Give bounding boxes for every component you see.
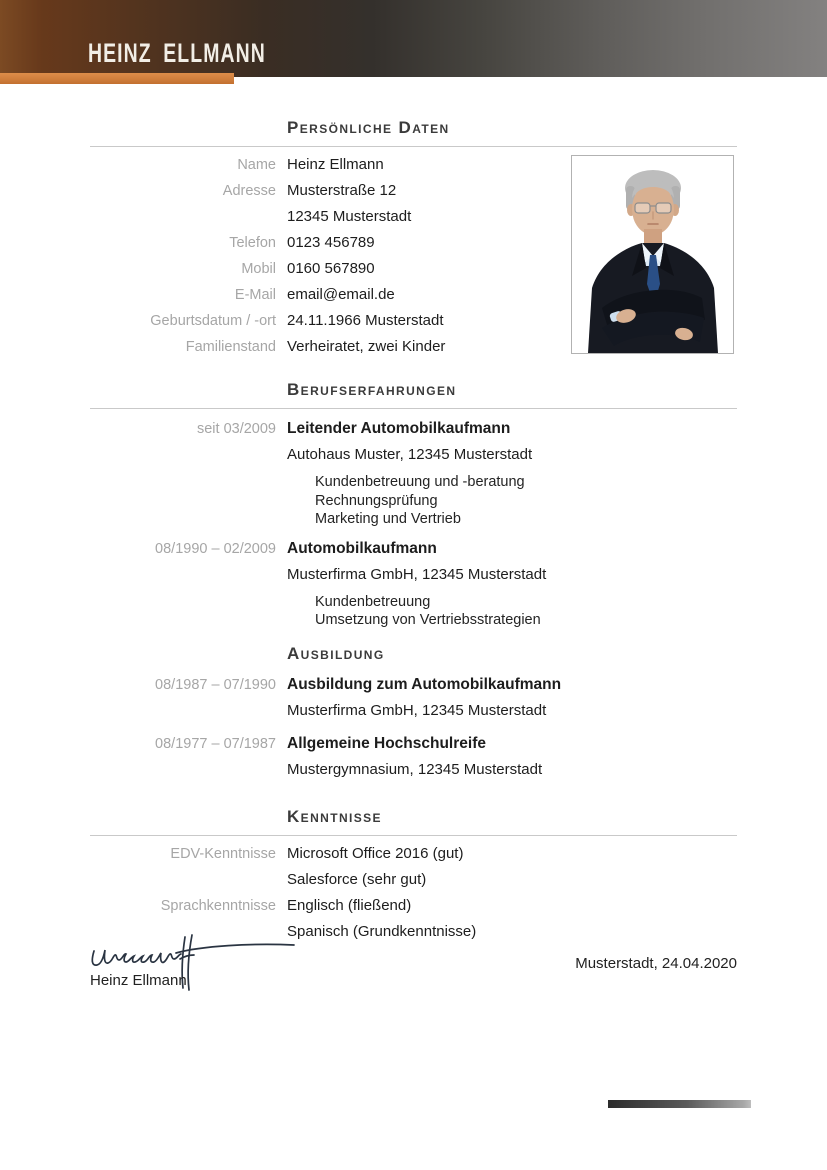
- footer-accent-bar: [608, 1100, 751, 1108]
- divider: [90, 408, 737, 409]
- experience-entry: [90, 416, 737, 529]
- divider: [90, 835, 737, 836]
- entry-title: Leitender Automobilkaufmann: [287, 420, 511, 437]
- entry-period: 08/1977 – 07/1987: [155, 735, 276, 752]
- field-value: Verheiratet, zwei Kinder: [287, 338, 446, 355]
- entry-org-row: [90, 698, 737, 724]
- skill-item: Salesforce (sehr gut): [287, 870, 427, 888]
- applicant-photo: [571, 155, 734, 354]
- portrait-illustration: [572, 156, 733, 353]
- field-label: Mobil: [241, 261, 276, 277]
- skill-item: Microsoft Office 2016 (gut): [287, 844, 464, 862]
- empty-label: [90, 698, 276, 724]
- skill-row: [90, 867, 737, 893]
- entry-title: Automobilkaufmann: [287, 539, 437, 557]
- bullet-line: Rechnungsprüfung: [315, 492, 438, 509]
- bullet-line: Kundenbetreuung: [315, 593, 431, 610]
- field-label: Familienstand: [185, 339, 276, 355]
- experience-entry: [90, 536, 737, 630]
- field-label: Geburtsdatum / -ort: [150, 313, 276, 329]
- accent-strip: [0, 73, 234, 84]
- field-label: E-Mail: [234, 287, 276, 303]
- entry-org-row: [90, 442, 737, 468]
- field-value: 0123 456789: [287, 234, 375, 251]
- bullet-line: Kundenbetreuung und -beratung: [315, 474, 525, 490]
- entry-org-row: [90, 562, 737, 588]
- field-value: Heinz Ellmann: [287, 156, 384, 173]
- section-heading-education: Ausbildung: [287, 643, 385, 663]
- field-value: Musterstraße 12: [287, 182, 397, 199]
- skill-group-label: EDV-Kenntnisse: [170, 845, 276, 862]
- section-skills: [90, 806, 737, 945]
- entry-bullets: [315, 593, 737, 630]
- entry-title-row: [90, 536, 737, 562]
- empty-label: [90, 757, 276, 783]
- section-heading-experience: Berufserfahrungen: [287, 380, 457, 399]
- entry-organization: Mustergymnasium, 12345 Musterstadt: [287, 760, 543, 778]
- skill-group-label: Sprachkenntnisse: [160, 897, 276, 914]
- section-heading-personal: Persönliche Daten: [287, 118, 450, 137]
- entry-organization: Musterfirma GmbH, 12345 Musterstadt: [287, 701, 547, 719]
- empty-label: [90, 867, 276, 893]
- field-label: Adresse: [222, 183, 276, 199]
- bullet-line: Umsetzung von Vertriebsstrategien: [315, 612, 541, 628]
- place-and-date: Musterstadt, 24.04.2020: [575, 955, 737, 972]
- entry-period: 08/1987 – 07/1990: [155, 676, 276, 693]
- skill-row: [90, 841, 737, 867]
- field-value: 24.11.1966 Musterstadt: [287, 312, 444, 329]
- entry-bullets: [315, 473, 737, 529]
- field-value: email@email.de: [287, 286, 395, 303]
- entry-organization: Autohaus Muster, 12345 Musterstadt: [287, 446, 533, 463]
- field-label: [90, 204, 276, 230]
- skill-row: [90, 893, 737, 919]
- signature-name: Heinz Ellmann: [90, 972, 187, 989]
- empty-label: [90, 442, 276, 468]
- entry-title-row: [90, 416, 737, 442]
- section-heading-skills: Kenntnisse: [287, 806, 382, 826]
- field-value: 0160 567890: [287, 260, 375, 277]
- header-band: [0, 0, 827, 77]
- section-education: [90, 643, 737, 783]
- field-value: 12345 Musterstadt: [287, 208, 412, 225]
- field-label: Telefon: [229, 235, 276, 251]
- entry-org-row: [90, 757, 737, 783]
- entry-title-row: [90, 731, 737, 757]
- skill-item: Spanisch (Grundkenntnisse): [287, 922, 477, 940]
- entry-title: Allgemeine Hochschulreife: [287, 734, 486, 752]
- entry-title-row: [90, 672, 737, 698]
- entry-organization: Musterfirma GmbH, 12345 Musterstadt: [287, 565, 547, 583]
- bullet-line: Marketing und Vertrieb: [315, 511, 461, 527]
- skill-item: Englisch (fließend): [287, 896, 412, 914]
- divider: [90, 146, 737, 147]
- education-entry: [90, 672, 737, 724]
- field-label: Name: [237, 157, 276, 173]
- entry-period: 08/1990 – 02/2009: [155, 540, 276, 557]
- entry-period: seit 03/2009: [196, 421, 276, 437]
- page-title: HEINZ ELLMANN: [88, 38, 266, 68]
- education-entry: [90, 731, 737, 783]
- entry-title: Ausbildung zum Automobilkaufmann: [287, 675, 562, 693]
- section-experience: [90, 379, 737, 630]
- empty-label: [90, 562, 276, 588]
